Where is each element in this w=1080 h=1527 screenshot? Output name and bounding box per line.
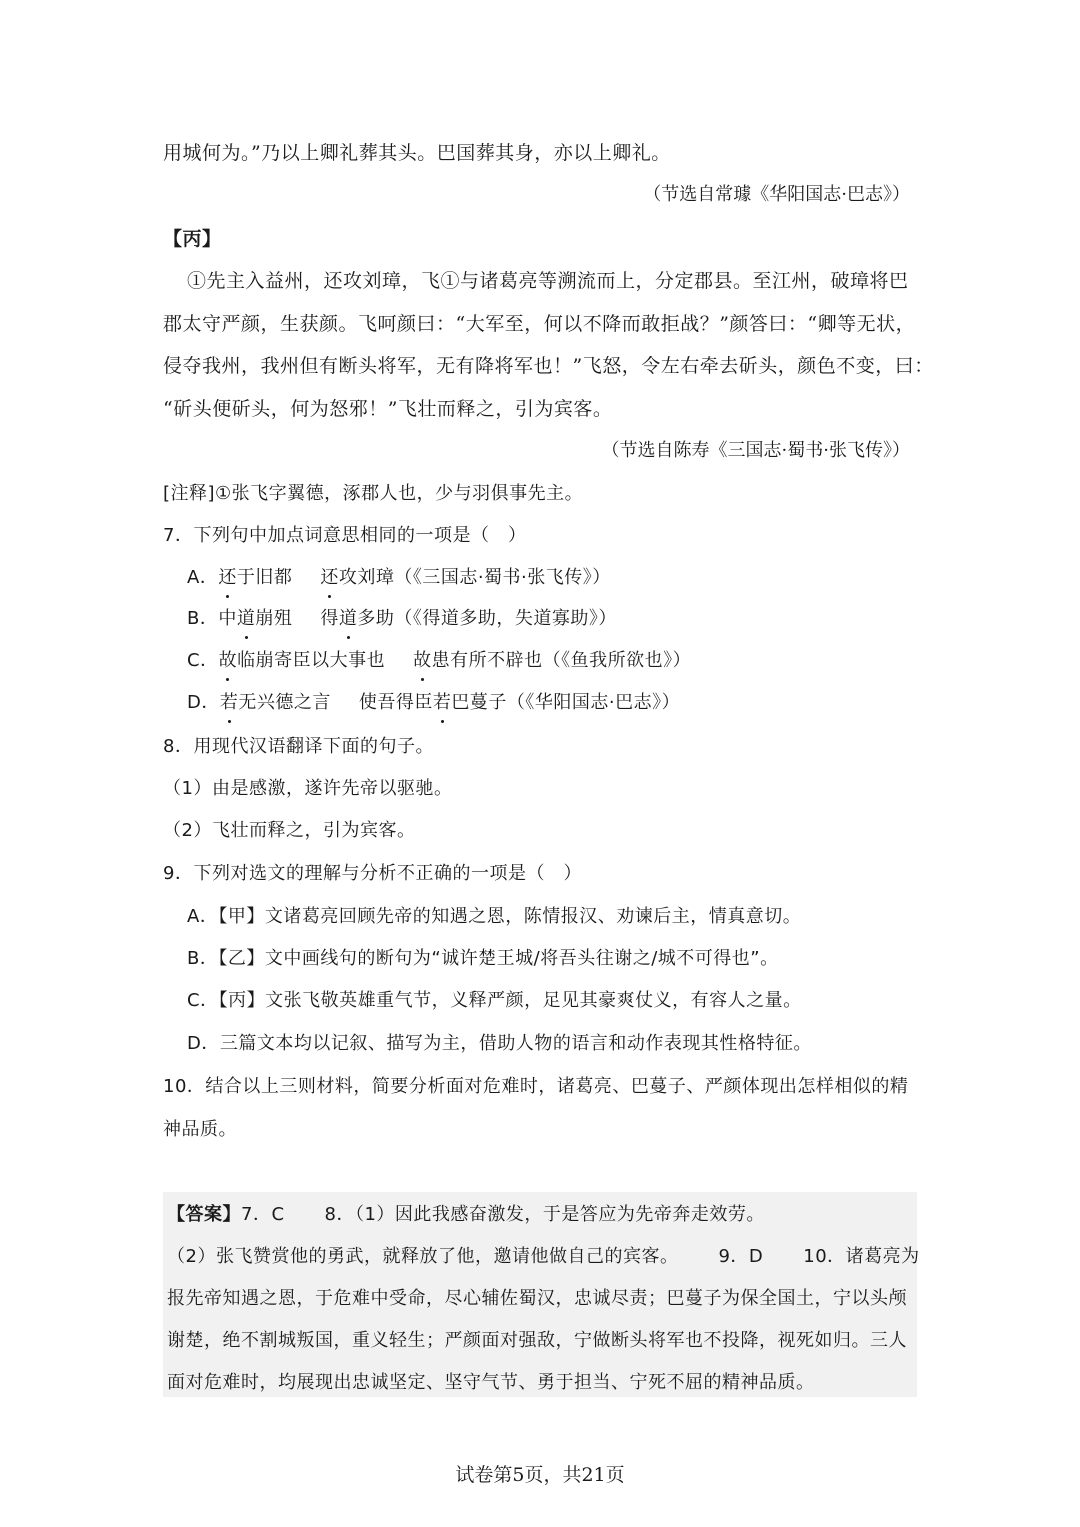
option-text: 于旧都 [236,567,293,588]
q7-option-d [187,690,680,716]
q7-option-c [187,648,691,674]
answer-line-4: 谢楚，绝不割城叛国，重义轻生；严颜面对强敌，宁做断头将军也不投降，视死如归。三人 [167,1330,907,1351]
page-footer: 试卷第5页，共21页 [455,1464,625,1486]
answer-9: 9．D [718,1246,764,1267]
answer-line-1 [167,1202,765,1228]
dotted-word: 故 [413,648,432,674]
answer-8-2: （2）张飞赞赏他的勇武，就释放了他，邀请他做自己的宾客。 [167,1246,679,1267]
option-text: 巴蔓子（《华阳国志·巴志》） [451,692,681,713]
q8-sentence-1: （1）由是感激，遂许先帝以驱驰。 [163,778,453,799]
answer-7: 7．C [241,1204,285,1225]
q8-sentence-2: （2）飞壮而释之，引为宾客。 [163,820,416,841]
option-prefix: A． [187,567,219,588]
bing-line-3: 侵夺我州，我州但有断头将军，无有降将军也！”飞怒，令左右牵去斫头，颜色不变，曰： [163,355,934,377]
option-prefix: B．中 [187,608,237,629]
dotted-word: 还 [218,565,237,591]
dotted-word: 若 [220,690,239,716]
option-text: 崩殂 [255,608,293,629]
option-text: 使吾得臣 [358,692,433,713]
q9-option-a: A．【甲】文诸葛亮回顾先帝的知遇之恩，陈情报汉、劝谏后主，情真意切。 [187,906,802,927]
answer-label: 【答案】 [167,1204,241,1225]
option-text: 得 [320,608,339,629]
bing-heading: 【丙】 [163,228,222,250]
q9-option-c: C．【丙】文张飞敬英雄重气节，义释严颜，足见其豪爽仗义，有容人之量。 [187,990,802,1011]
dotted-word: 道 [339,606,358,632]
q7-option-b [187,606,617,632]
option-prefix: C． [187,650,219,671]
bing-line-2: 郡太守严颜，生获颜。飞呵颜曰：“大军至，何以不降而敢拒战？”颜答曰：“卿等无状， [163,313,916,335]
answer-box [163,1192,920,1397]
option-text: 攻刘璋（《三国志·蜀书·张飞传》） [338,567,611,588]
bing-source: （节选自陈寿《三国志·蜀书·张飞传》） [601,440,910,461]
yi-source: （节选自常璩《华阳国志·巴志》） [643,184,910,205]
option-text: 患有所不辟也（《鱼我所欲也》） [431,650,692,671]
option-text: 临崩寄臣以大事也 [237,650,386,671]
answer-line-5: 面对危难时，均展现出忠诚坚定、坚守气节、勇于担当、宁死不屈的精神品质。 [167,1372,815,1393]
q10-line-1: 10．结合以上三则材料，简要分析面对危难时，诸葛亮、巴蔓子、严颜体现出怎样相似的精 [163,1076,909,1097]
answer-10-start: 10．诸葛亮为 [803,1246,920,1267]
bing-line-1: ①先主入益州，还攻刘璋，飞①与诸葛亮等溯流而上，分定郡县。至江州，破璋将巴 [187,270,909,292]
q7-stem: 7．下列句中加点词意思相同的一项是（ ） [163,525,527,546]
q10-line-2: 神品质。 [163,1119,237,1140]
bing-note: [注释]①张飞字翼德，涿郡人也，少与羽俱事先主。 [163,483,584,504]
dotted-word: 故 [219,648,238,674]
q9-stem: 9．下列对选文的理解与分析不正确的一项是（ ） [163,863,582,884]
q9-option-d: D．三篇文本均以记叙、描写为主，借助人物的语言和动作表现其性格特征。 [187,1033,812,1054]
dotted-word: 道 [237,606,256,632]
dotted-word: 还 [320,565,339,591]
dotted-word: 若 [433,690,452,716]
answer-line-3: 报先帝知遇之恩，于危难中受命，尽心辅佐蜀汉，忠诚尽责；巴蔓子为保全国土，宁以头颅 [167,1288,907,1309]
option-text: 多助（《得道多助，失道寡助》） [357,608,617,629]
yi-ending-line: 用城何为。”乃以上卿礼葬其头。巴国葬其身，亦以上卿礼。 [163,142,671,164]
q8-stem: 8．用现代汉语翻译下面的句子。 [163,736,434,757]
answer-line-2 [167,1244,920,1270]
option-prefix: D． [187,692,220,713]
bing-line-4: “斫头便斫头，何为怒邪！”飞壮而释之，引为宾客。 [163,398,613,420]
option-text: 无兴德之言 [238,692,331,713]
q9-option-b: B．【乙】文中画线句的断句为“诚许楚王城/将吾头往谢之/城不可得也”。 [187,948,779,969]
q7-option-a [187,565,611,591]
answer-8-1: 8．（1）因此我感奋激发，于是答应为先帝奔走效劳。 [324,1204,765,1225]
